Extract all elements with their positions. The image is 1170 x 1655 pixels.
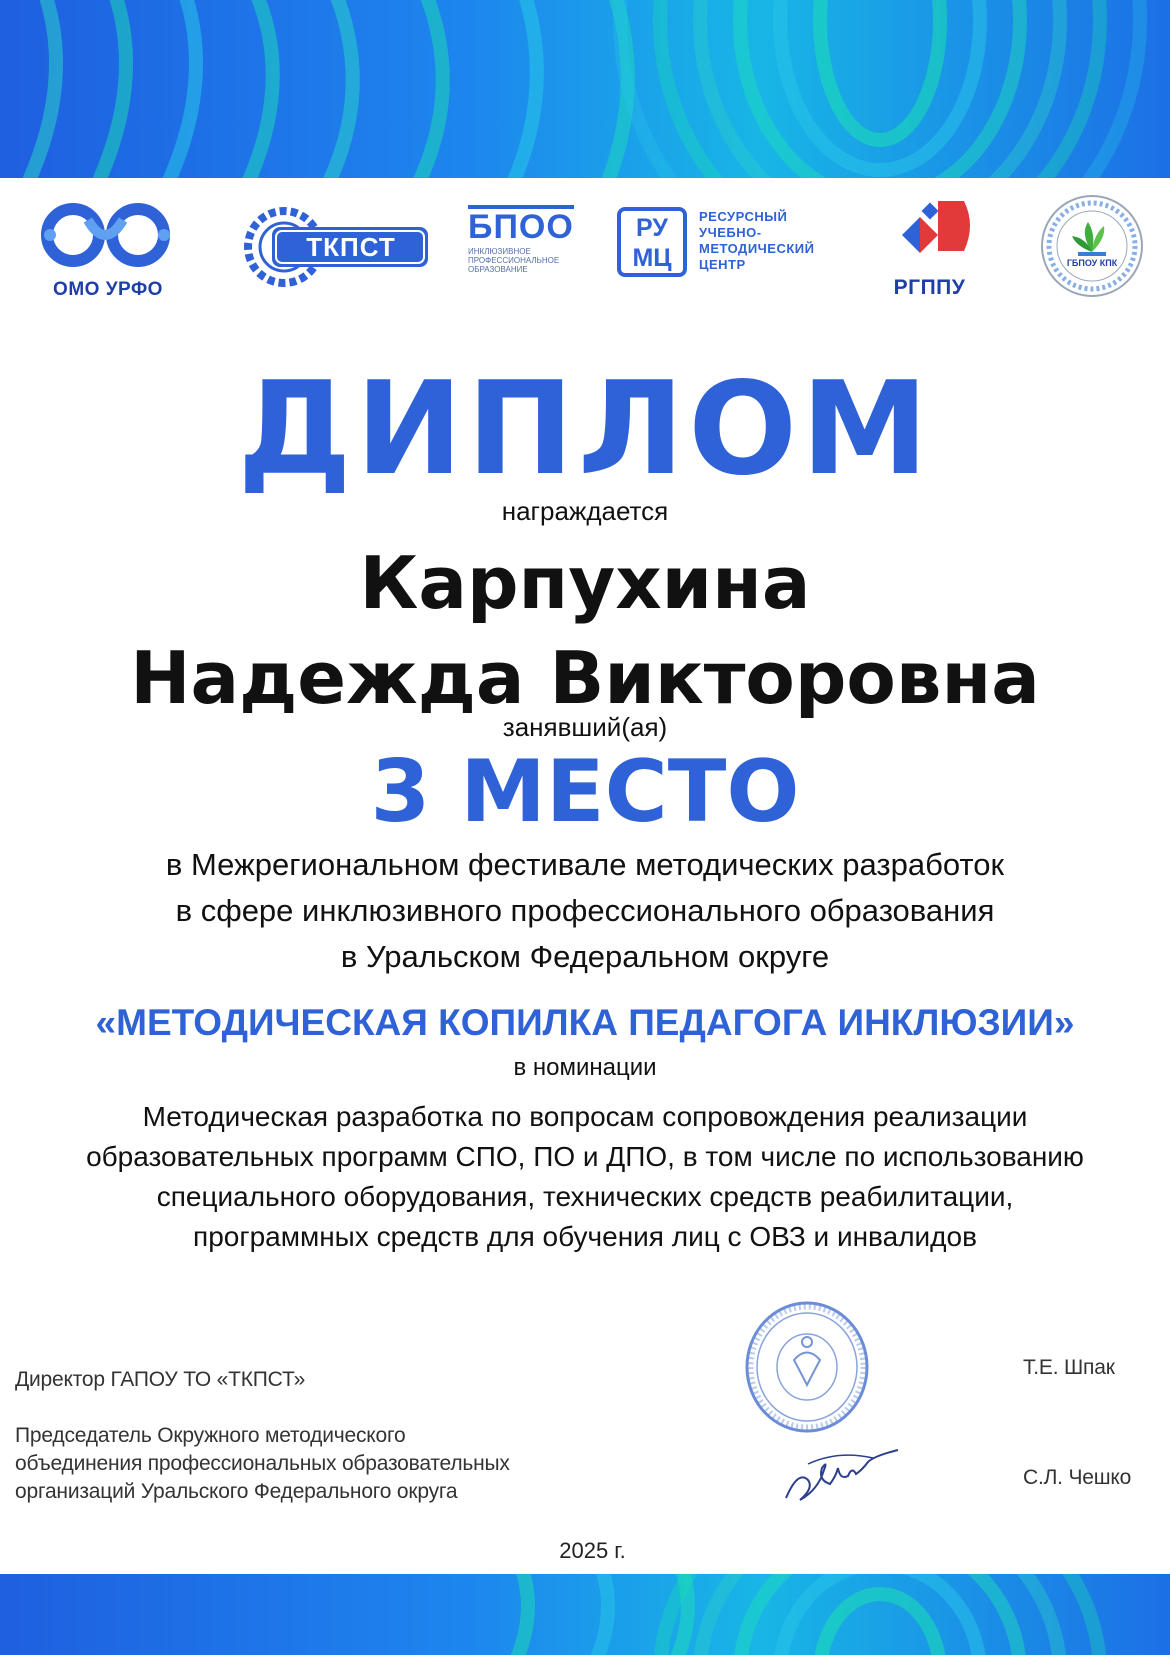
rumc-text-3: МЕТОДИЧЕСКИЙ [699, 241, 815, 256]
logos-row [0, 185, 1170, 310]
director-name: Т.Е. Шпак [1023, 1356, 1115, 1379]
bpoo-caption: БПОО [468, 205, 574, 245]
handwritten-signature-icon [778, 1440, 903, 1510]
bpoo-subtitle-2: ПРОФЕССИОНАЛЬНОЕ [468, 256, 560, 265]
kpk-caption: ГБПОУ КПК [1066, 258, 1118, 268]
chair-name: С.Л. Чешко [1023, 1466, 1132, 1489]
bpoo-logo [468, 205, 578, 295]
rumc-text-4: ЦЕНТР [699, 257, 746, 272]
rumc-text-1: РЕСУРСНЫЙ [699, 209, 788, 224]
rgppu-emblem-icon [882, 195, 977, 263]
chair-title-line-3: организаций Уральского Федерального округа [15, 1480, 458, 1503]
director-title: Директор ГАПОУ ТО «ТКПСТ» [15, 1368, 306, 1391]
rgppu-caption: РГППУ [893, 276, 966, 299]
tkpst-logo [242, 205, 432, 290]
nomination-text: Методическая разработка по вопросам сопровождения реализации образовательных программ СПО, ПО и ДПО, в том числе по использованию специального оборудования, технических средств реабилитации, программных средств для обучения лиц с ОВЗ и инвалидов [86, 1101, 1084, 1252]
contest-title: «МЕТОДИЧЕСКАЯ КОПИЛКА ПЕДАГОГА ИНКЛЮЗИИ» [95, 1002, 1075, 1043]
rgppu-logo [882, 195, 977, 300]
wave-pattern-bottom [0, 1574, 1170, 1655]
rumc-badge-top: РУ [636, 214, 668, 242]
official-stamp-icon [742, 1300, 872, 1435]
festival-description-line-3: в Уральском Федеральном округе [340, 939, 830, 974]
tkpst-caption: ТКПСТ [306, 232, 396, 262]
festival-description-line-2: в сфере инклюзивного профессионального образования [175, 893, 995, 928]
chair-title [15, 1422, 510, 1506]
kpk-seal-icon [1040, 194, 1144, 298]
chair-title-line-2: объединения профессиональных образовательных [15, 1452, 510, 1475]
bottom-decorative-band [0, 1574, 1170, 1655]
kpk-logo [1040, 194, 1144, 298]
top-decorative-band [0, 0, 1170, 178]
took-label: занявший(ая) [502, 712, 668, 742]
wave-pattern-top [0, 0, 1170, 178]
omo-urfo-infinity-icon [38, 200, 178, 270]
place-label: 3 МЕСТО [370, 742, 800, 842]
bpoo-subtitle-1: ИНКЛЮЗИВНОЕ [468, 247, 531, 256]
rumc-text-2: УЧЕБНО- [699, 225, 762, 240]
omo-urfo-logo [38, 200, 178, 300]
bpoo-subtitle-3: ОБРАЗОВАНИЕ [468, 265, 528, 274]
recipient-given-names: Надежда Викторовна [130, 636, 1040, 720]
rumc-text [699, 209, 814, 273]
omo-urfo-caption: ОМО УРФО [53, 279, 163, 300]
rumc-logo [617, 207, 827, 287]
festival-description-line-1: в Межрегиональном фестивале методических разработок [165, 847, 1005, 882]
recipient-surname: Карпухина [359, 541, 811, 625]
year-label: 2025 г. [559, 1538, 626, 1563]
rumc-badge [617, 207, 687, 277]
awarded-label: награждается [501, 496, 669, 526]
nomination-label: в номинации [513, 1054, 657, 1081]
festival-description [0, 842, 1170, 980]
diploma-title: ДИПЛОМ [237, 355, 933, 504]
chair-title-line-1: Председатель Окружного методического [15, 1424, 406, 1447]
rumc-badge-bottom: МЦ [632, 244, 672, 272]
